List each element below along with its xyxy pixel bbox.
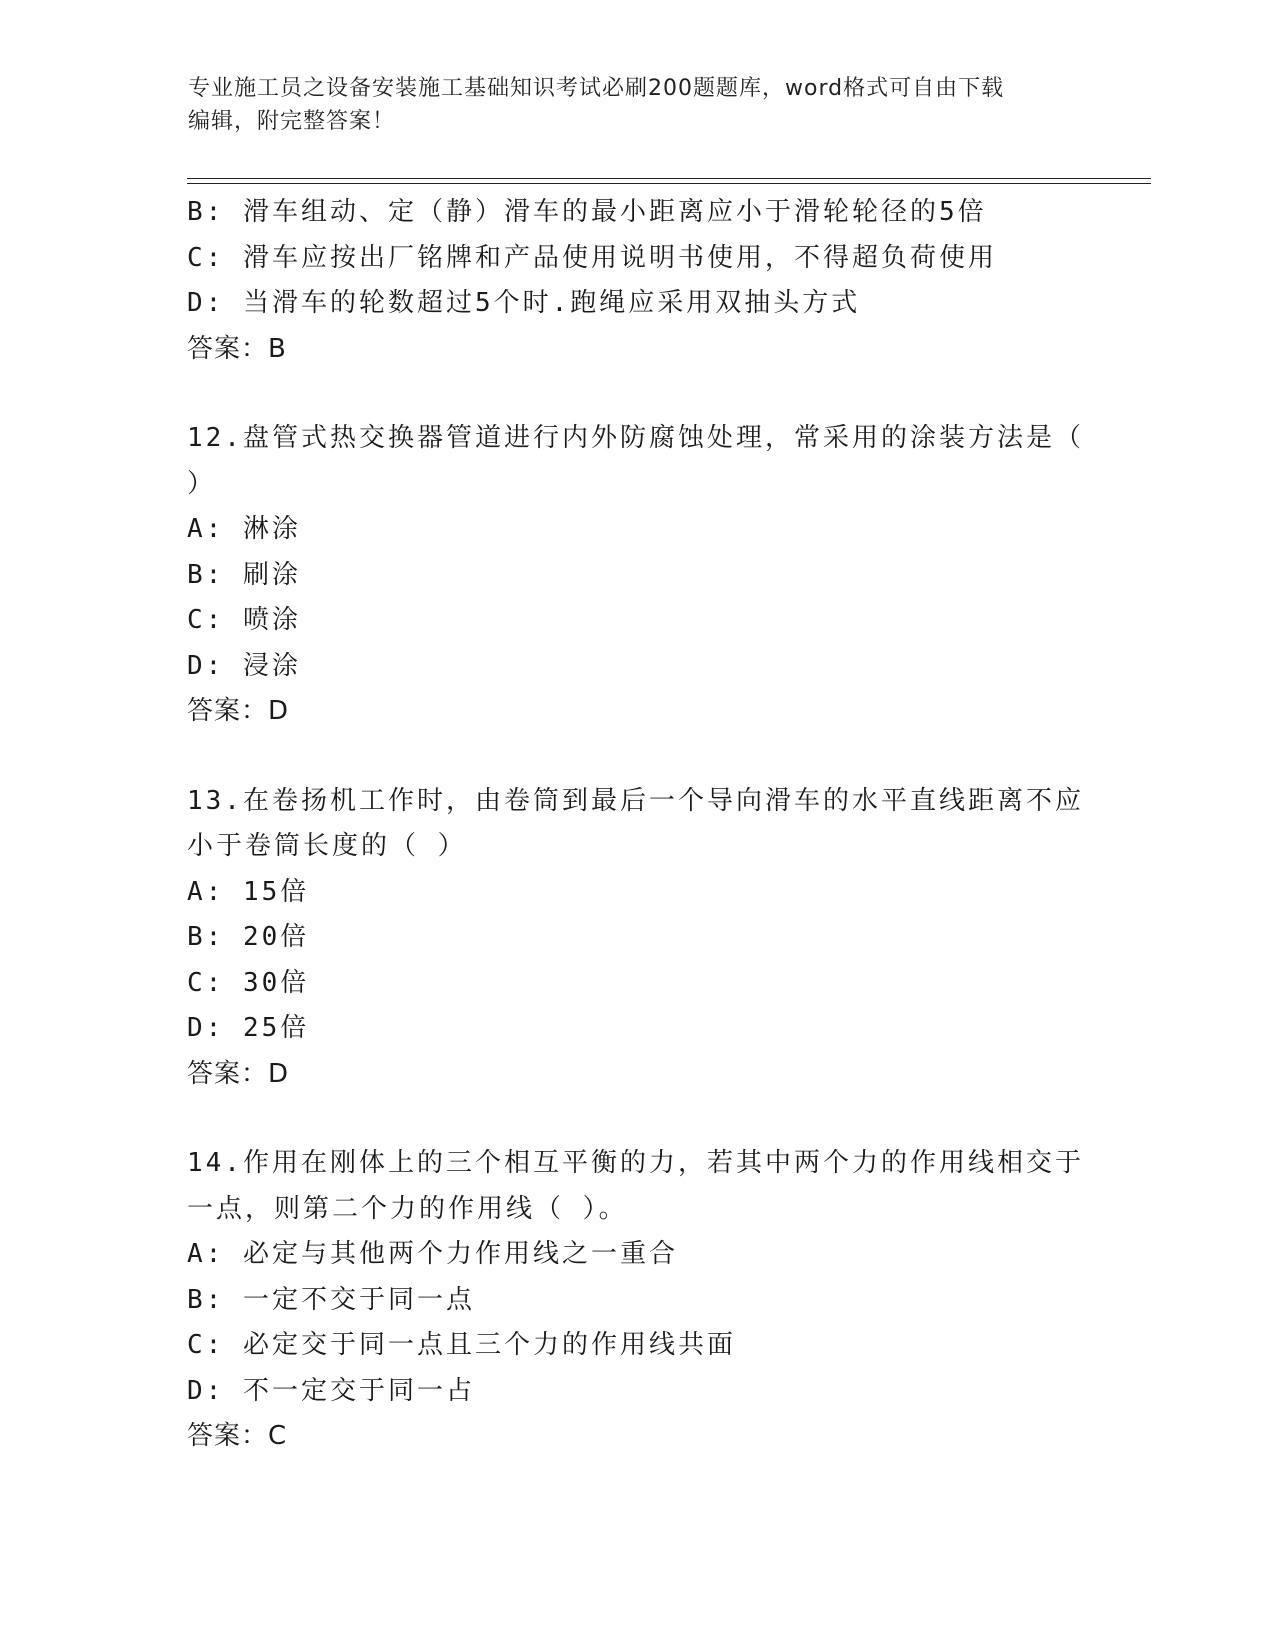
question-stem-line: 13.在卷扬机工作时，由卷筒到最后一个导向滑车的水平直线距离不应 — [187, 785, 1084, 816]
header-title-line-2: 编辑，附完整答案！ — [188, 109, 396, 134]
spacer — [187, 735, 1067, 779]
option-b: B: 滑车组动、定（静）滑车的最小距离应小于滑轮轮径的5倍 — [187, 197, 987, 227]
option-a: A: 必定与其他两个力作用线之一重合 — [187, 1239, 678, 1269]
question-stem-line: ） — [187, 468, 217, 499]
option-d: D: 当滑车的轮数超过5个时.跑绳应采用双抽头方式 — [187, 288, 861, 318]
option-c: C: 30倍 — [187, 967, 310, 998]
option-c: C: 滑车应按出厂铭牌和产品使用说明书使用，不得超负荷使用 — [187, 242, 997, 273]
option-a: A: 15倍 — [187, 876, 310, 907]
option-b: B: 一定不交于同一点 — [187, 1284, 475, 1315]
question-12 — [187, 416, 1084, 735]
page-header — [188, 72, 1068, 138]
question-content — [187, 190, 1084, 1460]
header-divider-top — [187, 178, 1151, 179]
option-a: A: 淋涂 — [187, 514, 301, 544]
question-stem-line: 14.作用在刚体上的三个相互平衡的力，若其中两个力的作用线相交于 — [187, 1148, 1084, 1178]
option-b: B: 刷涂 — [187, 559, 301, 590]
option-d: D: 25倍 — [187, 1013, 310, 1043]
question-13 — [187, 779, 1084, 1098]
option-c: C: 喷涂 — [187, 605, 301, 635]
option-c: C: 必定交于同一点且三个力的作用线共面 — [187, 1330, 736, 1360]
question-stem-line: 一点，则第二个力的作用线（ ）。 — [187, 1193, 628, 1224]
question-stem-line: 12.盘管式热交换器管道进行内外防腐蚀处理，常采用的涂装方法是（ — [187, 423, 1084, 453]
answer-label: 答案：B — [187, 333, 287, 364]
question-11-continuation — [187, 190, 1067, 372]
header-divider-bottom — [187, 183, 1151, 184]
spacer — [187, 372, 1067, 416]
option-d: D: 浸涂 — [187, 650, 301, 681]
option-b: B: 20倍 — [187, 922, 310, 952]
question-14 — [187, 1141, 1084, 1460]
question-stem-line: 小于卷筒长度的（ ） — [187, 831, 467, 861]
answer-label: 答案：D — [187, 696, 290, 726]
header-title-line-1: 专业施工员之设备安装施工基础知识考试必刷200题题库，word格式可自由下载 — [188, 76, 1005, 101]
answer-label: 答案：C — [187, 1421, 288, 1451]
answer-label: 答案：D — [187, 1058, 290, 1089]
option-d: D: 不一定交于同一占 — [187, 1375, 475, 1406]
spacer — [187, 1097, 1067, 1141]
